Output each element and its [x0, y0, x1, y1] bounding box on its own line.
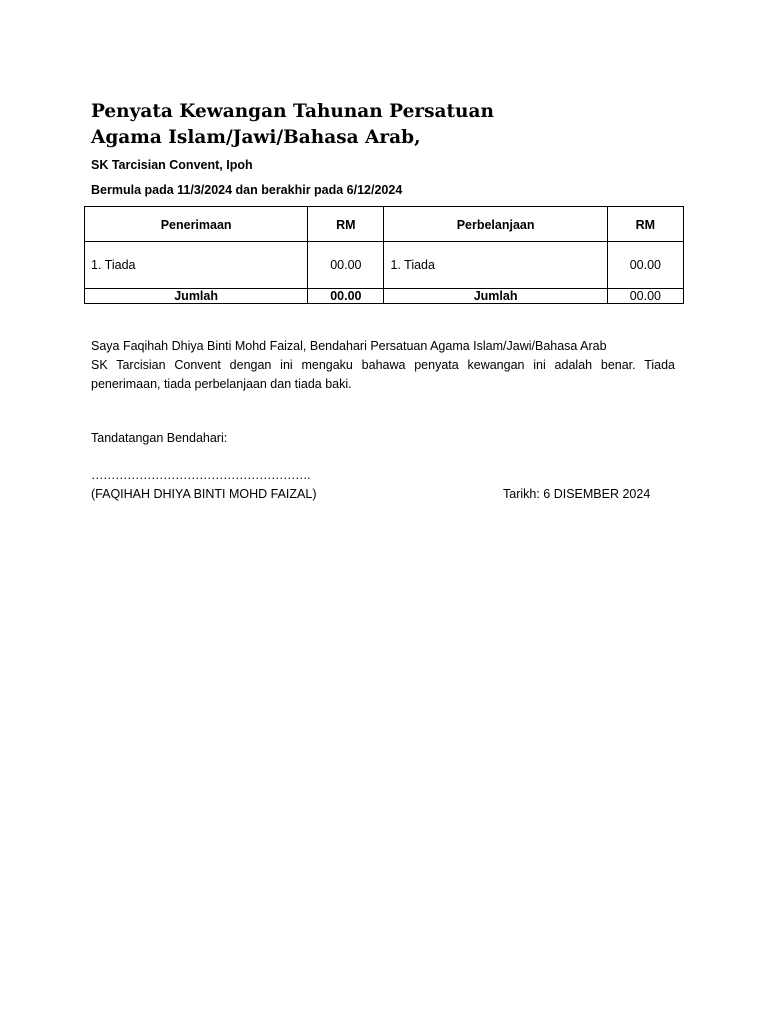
signature-date: Tarikh: 6 DISEMBER 2024 [503, 487, 651, 501]
table-total-row [85, 289, 684, 304]
statement-period: Bermula pada 11/3/2024 dan berakhir pada 6/12/2024 [91, 183, 403, 197]
expense-item: 1. Tiada [384, 242, 607, 289]
table-row [85, 242, 684, 289]
header-expenses: Perbelanjaan [384, 207, 607, 242]
signatory-name: (FAQIHAH DHIYA BINTI MOHD FAIZAL) [91, 487, 317, 501]
header-receipts: Penerimaan [85, 207, 308, 242]
expense-total-amount: 00.00 [607, 289, 683, 304]
financial-statement-table [84, 206, 684, 304]
expense-total-label: Jumlah [384, 289, 607, 304]
receipt-item: 1. Tiada [85, 242, 308, 289]
table-header-row [85, 207, 684, 242]
declaration-body: SK Tarcisian Convent dengan ini mengaku bahawa penyata kewangan ini adalah benar. Tiada penerimaan, tiada perbelanjaan dan tiada baki. [91, 358, 675, 391]
signature-label: Tandatangan Bendahari: [91, 431, 228, 445]
school-name: SK Tarcisian Convent, Ipoh [91, 158, 253, 172]
declaration-line-1: Saya Faqihah Dhiya Binti Mohd Faizal, Bendahari Persatuan Agama Islam/Jawi/Bahasa Arab [91, 339, 607, 353]
treasurer-declaration [91, 337, 675, 394]
receipt-amount: 00.00 [308, 242, 384, 289]
receipt-total-label: Jumlah [85, 289, 308, 304]
signature-line: ………………………………………………. [91, 468, 310, 482]
expense-amount: 00.00 [607, 242, 683, 289]
header-rm-expenses: RM [607, 207, 683, 242]
receipt-total-amount: 00.00 [308, 289, 384, 304]
document-title: Penyata Kewangan Tahunan Persatuan Agama Islam/Jawi/Bahasa Arab, [91, 101, 494, 148]
header-rm-receipts: RM [308, 207, 384, 242]
